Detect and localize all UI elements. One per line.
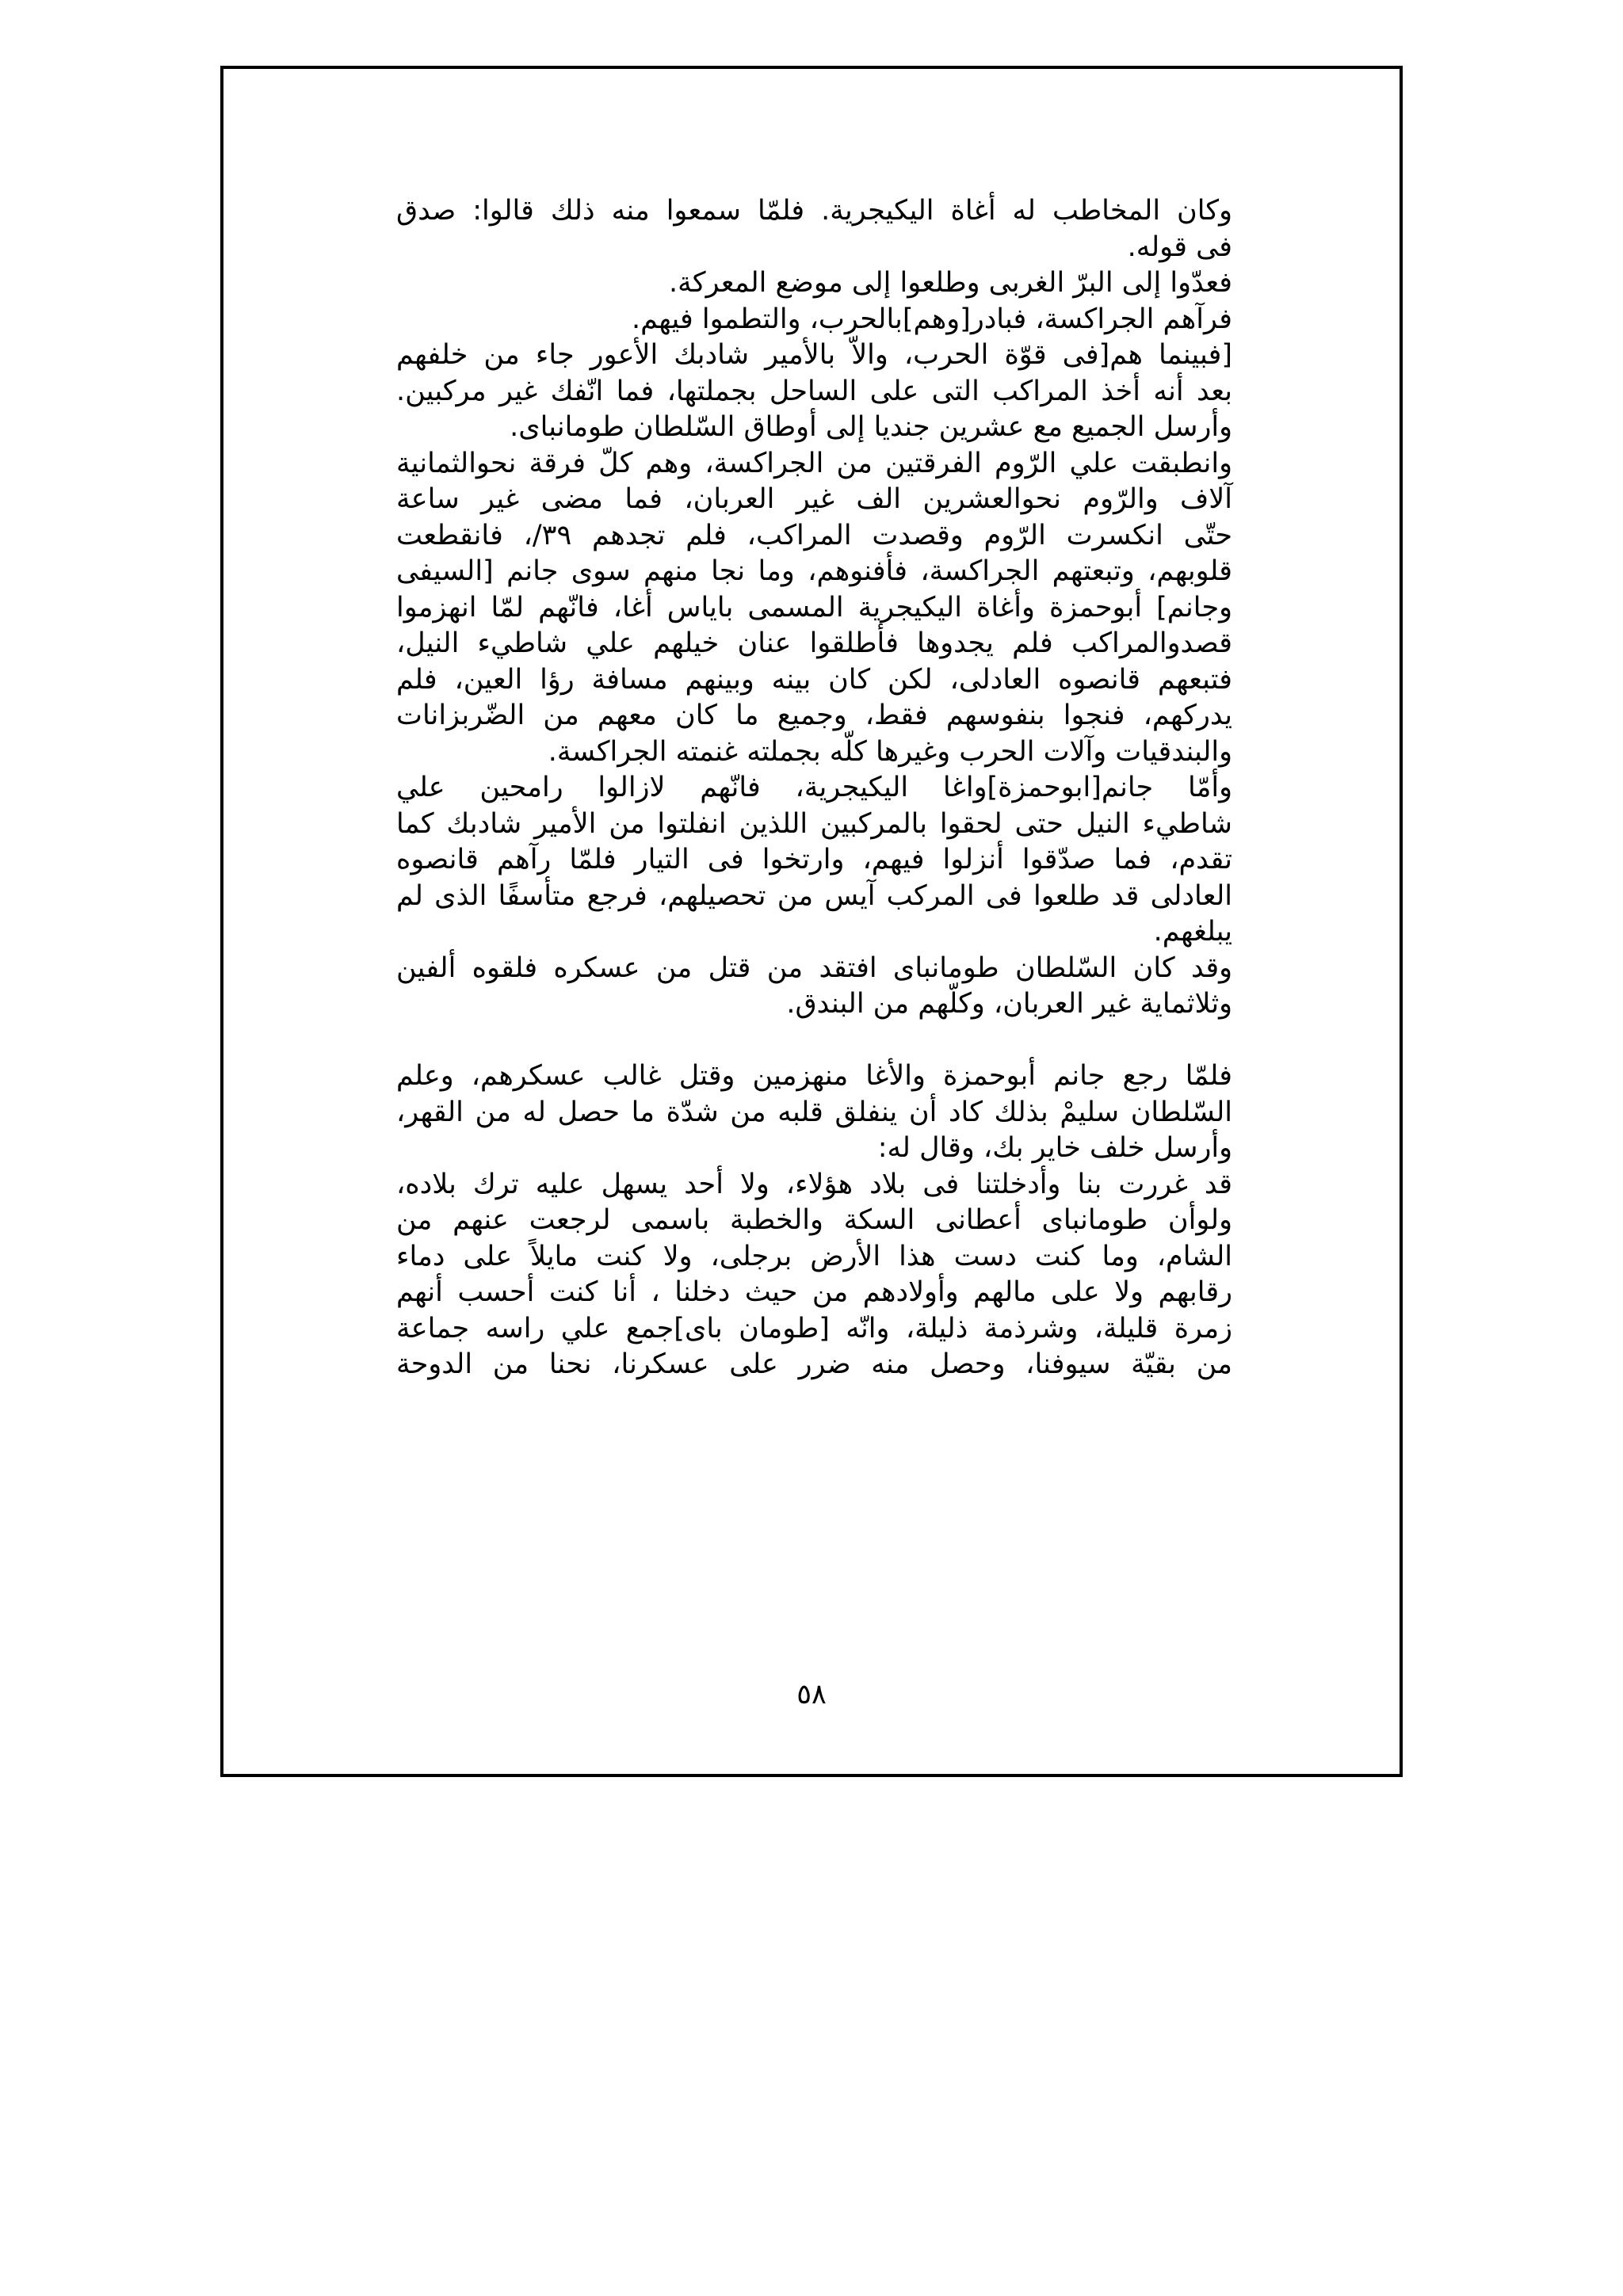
text-line: الشام، وما كنت دست هذا الأرض برجلى، ولا كنت مايلاً على دماء	[396, 1240, 1232, 1272]
text-line: وأمّا جانم[ابوحمزة]واغا اليكيجرية، فانّهم لازالوا رامحين علي	[396, 772, 1232, 803]
text-line: فعدّوا إلى البرّ الغربى وطلعوا إلى موضع المعركة.	[669, 267, 1232, 299]
text-line: يدركهم، فنجوا بنفوسهم فقط، وجميع ما كان معهم من الضّربزانات	[396, 700, 1232, 731]
text-line: وقد كان السّلطان طومانباى افتقد من قتل من عسكره فلقوه ألفين	[396, 952, 1232, 984]
text-line: حتّى انكسرت الرّوم وقصدت المراكب، فلم تجدهم ٣٩/، فانقطعت	[396, 519, 1232, 551]
text-line: وأرسل خلف خاير بك، وقال له:	[877, 1132, 1232, 1164]
text-line: [فبينما هم[فى قوّة الحرب، والاّ بالأمير شادبك الأعور جاء من خلفهم	[396, 339, 1232, 371]
text-line: فى قوله.	[1127, 231, 1232, 263]
text-line: تقدم، فما صدّقوا أنزلوا فيهم، وارتخوا فى التيار فلمّا رآهم قانصوه	[396, 844, 1232, 875]
text-line: وأرسل الجميع مع عشرين جنديا إلى أوطاق السّلطان طومانباى.	[510, 411, 1232, 443]
text-line: شاطيء النيل حتى لحقوا بالمركبين اللذين انفلتوا من الأمير شادبك كما	[396, 807, 1232, 840]
text-line: فتبعهم قانصوه العادلى، لكن كان بينه وبينهم مسافة رؤا العين، فلم	[396, 663, 1232, 696]
text-line: يبلغهم.	[1153, 916, 1232, 948]
text-line: السّلطان سليمْ بذلك كاد أن ينفلق قلبه من شدّة ما حصل له من القهر،	[396, 1096, 1232, 1128]
text-line: قصدوالمراكب فلم يجدوها فأطلقوا عنان خيلهم علي شاطيء النيل،	[396, 627, 1232, 659]
paragraph-gap	[396, 1023, 1232, 1059]
text-line: قلوبهم، وتبعتهم الجراكسة، فأفنوهم، وما نجا منهم سوى جانم [السيفى	[396, 555, 1232, 587]
text-line: فلمّا رجع جانم أبوحمزة والأغا منهزمين وقتل غالب عسكرهم، وعلم	[396, 1060, 1232, 1092]
page-number: ٥٨	[796, 1679, 827, 1711]
text-line: العادلى قد طلعوا فى المركب آيس من تحصيلهم، فرجع متأسفًا الذى لم	[396, 879, 1232, 912]
text-line: قد غررت بنا وأدخلتنا فى بلاد هؤلاء، ولا أحد يسهل عليه ترك بلاده،	[396, 1168, 1232, 1200]
text-line: رقابهم ولا على مالهم وأولادهم من حيث دخلنا ، أنا كنت أحسب أنهم	[396, 1276, 1232, 1308]
text-line: فرآهم الجراكسة، فبادر[وهم]بالحرب، والتطموا فيهم.	[631, 303, 1232, 335]
text-line: زمرة قليلة، وشرذمة ذليلة، وانّه [طومان باى]جمع علي راسه جماعة	[396, 1312, 1232, 1344]
text-line: وجانم] أبوحمزة وأغاة اليكيجرية المسمى باياس أغا، فانّهم لمّا انهزموا	[396, 591, 1232, 624]
text-line: من بقيّة سيوفنا، وحصل منه ضرر على عسكرنا، نحنا من الدوحة	[396, 1348, 1232, 1380]
body-text	[396, 193, 1232, 1383]
text-line: ولوأن طومانباى أعطانى السكة والخطبة باسمى لرجعت عنهم من	[396, 1204, 1232, 1236]
text-line: وكان المخاطب له أغاة اليكيجرية. فلمّا سمعوا منه ذلك قالوا: صدق	[396, 195, 1232, 227]
text-line: بعد أنه أخذ المراكب التى على الساحل بجملتها، فما انّفك غير مركبين.	[396, 375, 1232, 407]
text-line: وانطبقت علي الرّوم الفرقتين من الجراكسة، وهم كلّ فرقة نحوالثمانية	[396, 447, 1232, 479]
text-line: والبندقيات وآلات الحرب وغيرها كلّه بجملته غنمته الجراكسة.	[548, 735, 1232, 768]
text-line: وثلاثماية غير العربان، وكلّهم من البندق.	[786, 988, 1232, 1020]
text-line: آلاف والرّوم نحوالعشرين الف غير العربان، فما مضى غير ساعة	[396, 483, 1232, 515]
